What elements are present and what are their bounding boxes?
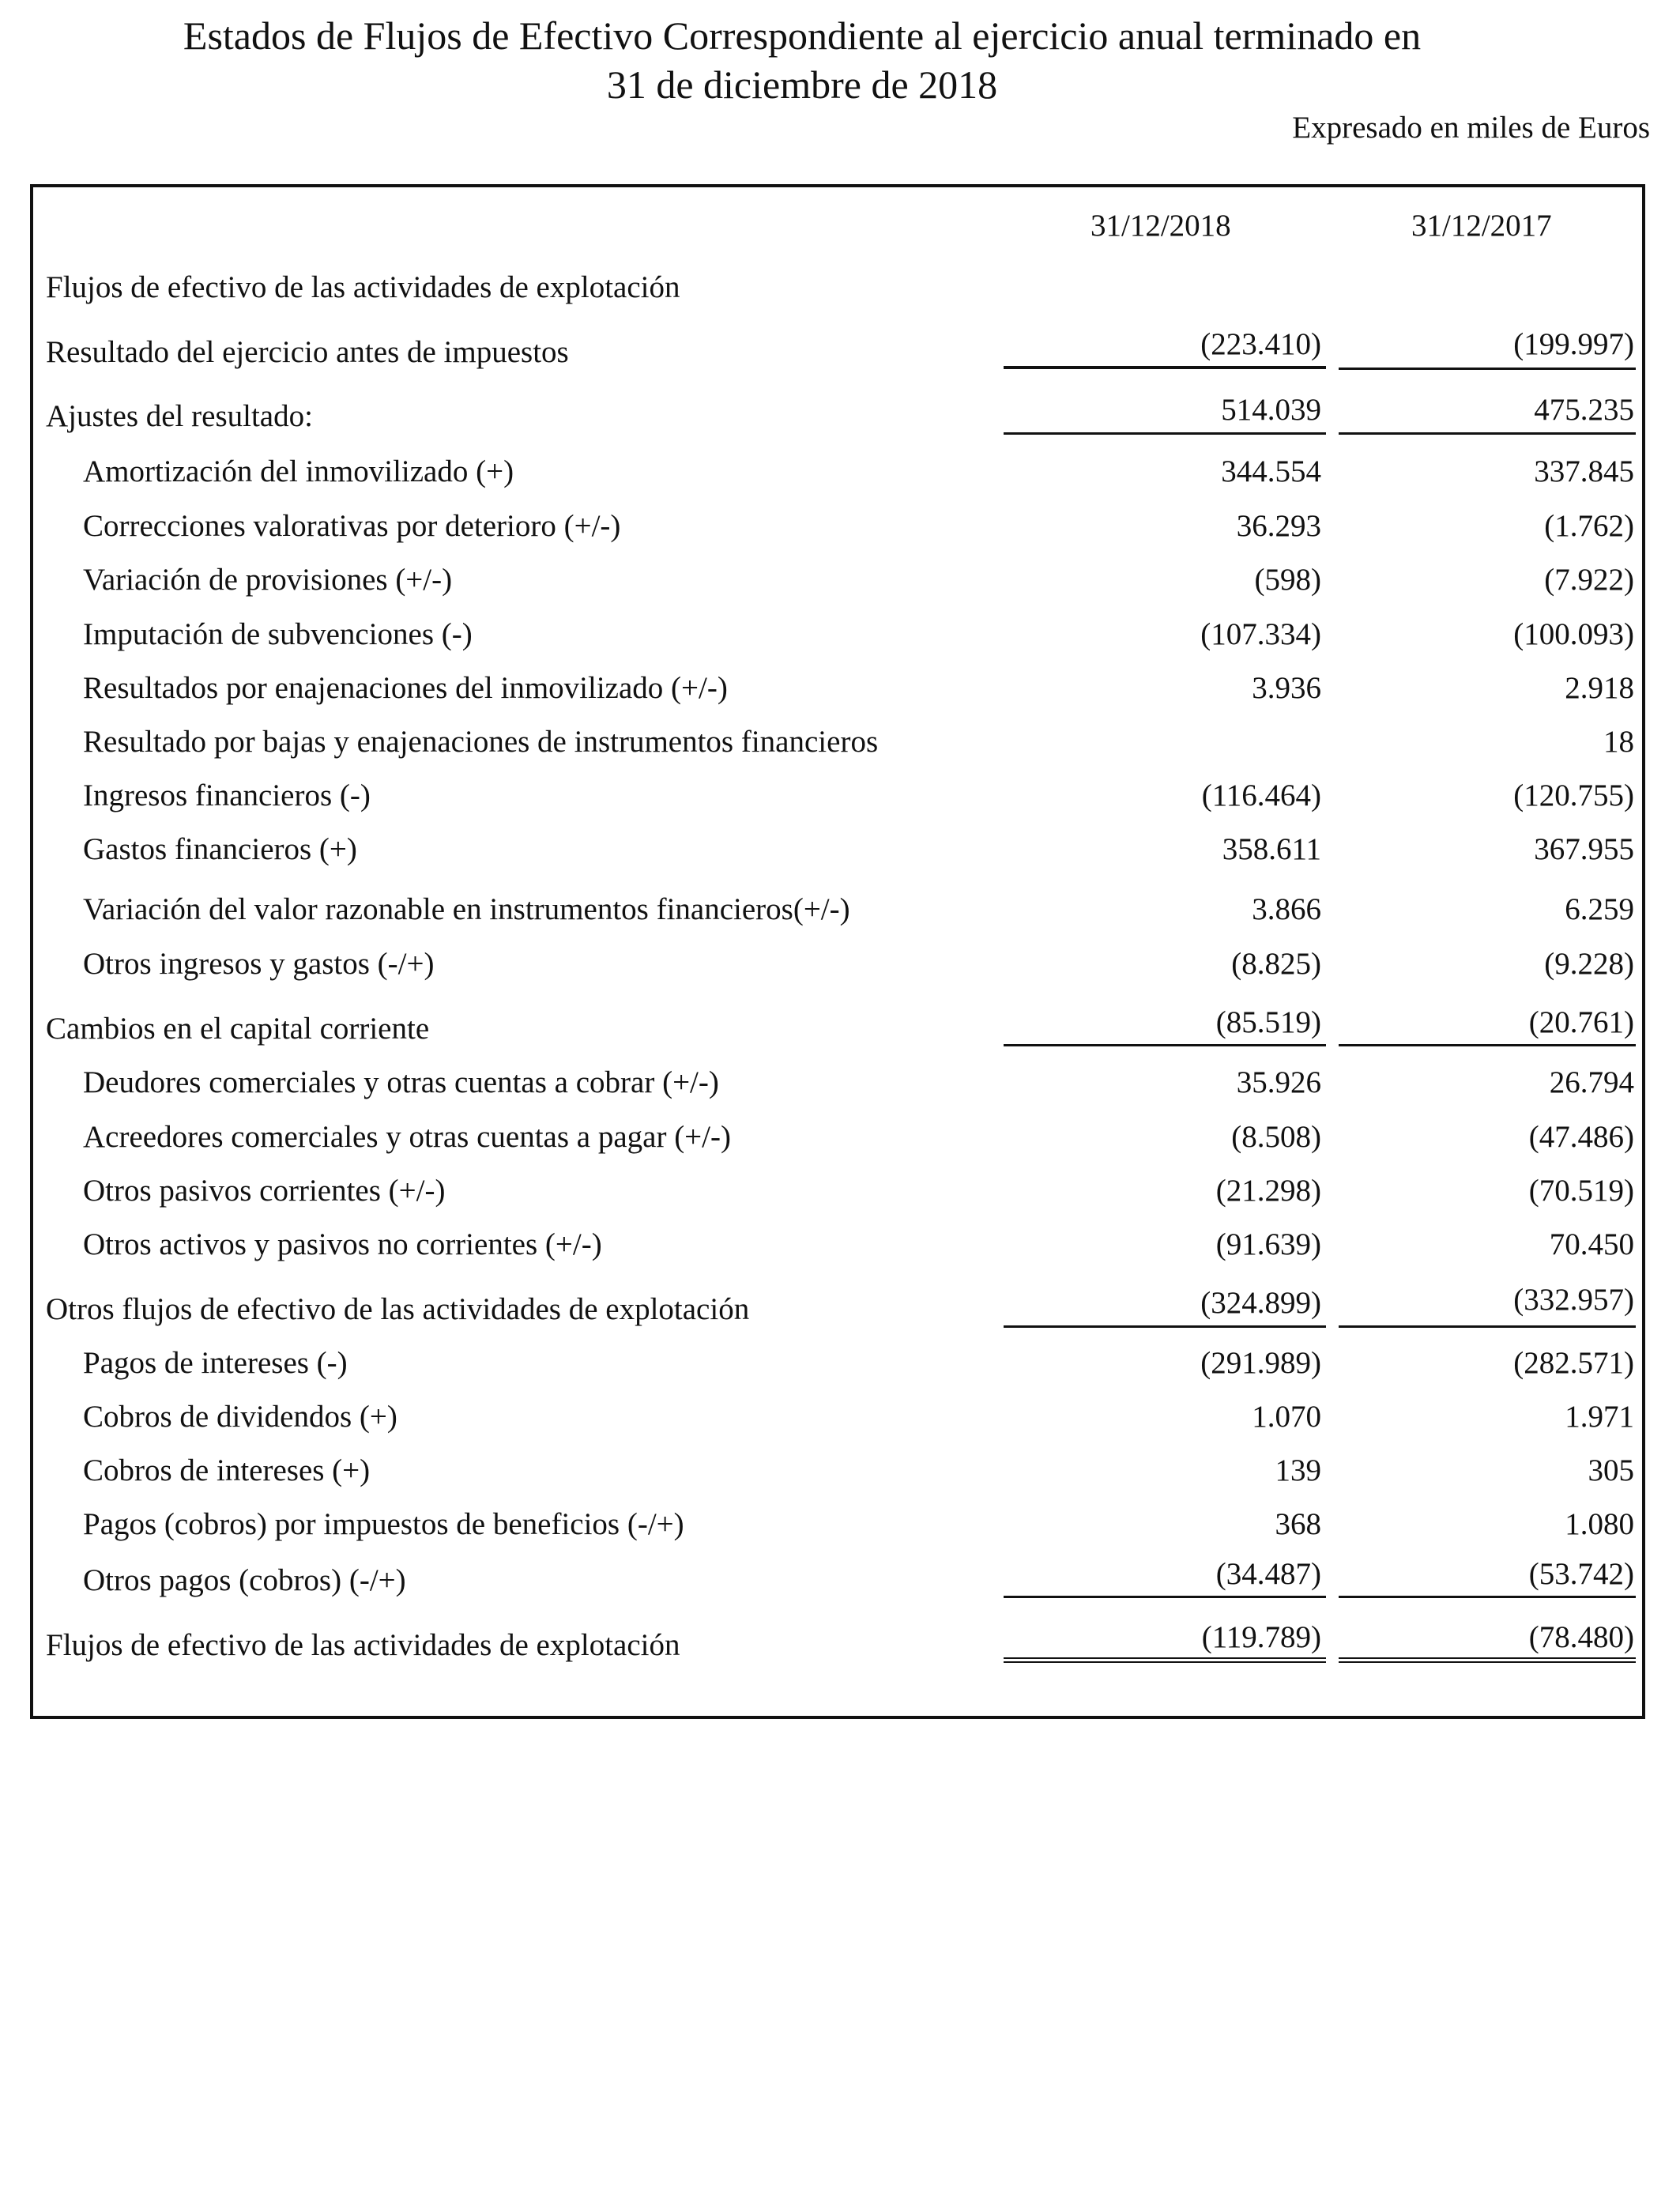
value-2018: 35.926 <box>1236 1065 1321 1099</box>
table-row <box>0 831 1680 870</box>
row-label: Otros activos y pasivos no corrientes (+/-) <box>83 1227 602 1261</box>
row-label: Acreedores comerciales y otras cuentas a pagar (+/-) <box>83 1120 731 1154</box>
row-label: Cobros de dividendos (+) <box>83 1400 397 1434</box>
value-2018: (91.639) <box>1215 1227 1321 1261</box>
row-label: Imputación de subvenciones (-) <box>83 617 473 651</box>
table-row <box>0 453 1680 492</box>
row-label: Ajustes del resultado: <box>46 399 313 433</box>
value-2018: (8.508) <box>1231 1120 1321 1154</box>
value-2018: 3.866 <box>1252 892 1321 926</box>
rule-2017 <box>1339 1044 1636 1046</box>
table-row <box>0 1172 1680 1212</box>
row-label: Pagos (cobros) por impuestos de beneficios (-/+) <box>83 1507 684 1541</box>
rule-2018 <box>1004 366 1326 369</box>
table-row <box>0 269 1680 308</box>
value-2017: (53.742) <box>1528 1557 1634 1591</box>
row-label: Cambios en el capital corriente <box>46 1012 430 1046</box>
table-row <box>0 777 1680 816</box>
value-2017: 18 <box>1603 725 1634 759</box>
row-label: Resultado del ejercicio antes de impuestos <box>46 335 569 369</box>
rule-2018 <box>1004 1044 1326 1046</box>
rule-2017 <box>1339 1325 1636 1328</box>
row-label: Cobros de intereses (+) <box>83 1453 371 1487</box>
double-rule-2018 <box>1004 1657 1326 1663</box>
double-rule-2017 <box>1339 1657 1636 1663</box>
row-label: Otros ingresos y gastos (-/+) <box>83 947 435 981</box>
row-label: Otros pasivos corrientes (+/-) <box>83 1174 446 1208</box>
row-label: Amortización del inmovilizado (+) <box>83 454 514 488</box>
value-2018: 514.039 <box>1221 393 1321 427</box>
row-label: Deudores comerciales y otras cuentas a cobrar (+/-) <box>83 1065 719 1099</box>
rule-2017 <box>1339 368 1636 370</box>
table-row <box>0 1452 1680 1491</box>
document-title <box>0 11 1604 109</box>
value-2017: 1.971 <box>1565 1400 1634 1434</box>
value-2018: (324.899) <box>1200 1286 1321 1320</box>
value-2017: 475.235 <box>1534 393 1634 427</box>
row-label: Otros flujos de efectivo de las actividades de explotación <box>46 1292 750 1326</box>
rule-2018 <box>1004 432 1326 435</box>
table-row <box>0 1398 1680 1438</box>
value-2018: (8.825) <box>1231 947 1321 981</box>
value-2017: (100.093) <box>1513 617 1634 651</box>
value-2017: (1.762) <box>1544 509 1634 543</box>
table-row <box>0 945 1680 985</box>
table-row <box>0 507 1680 547</box>
column-header-2017: 31/12/2017 <box>1411 209 1552 243</box>
value-2018: 36.293 <box>1236 509 1321 543</box>
value-2018: 368 <box>1275 1507 1321 1541</box>
row-label: Variación de provisiones (+/-) <box>83 563 453 597</box>
table-row <box>0 1064 1680 1103</box>
value-2017: (282.571) <box>1513 1346 1634 1380</box>
value-2018: 139 <box>1275 1453 1321 1487</box>
table-row <box>0 1118 1680 1158</box>
value-2018: 344.554 <box>1221 454 1321 488</box>
value-2017: (120.755) <box>1513 778 1634 812</box>
row-label: Flujos de efectivo de las actividades de explotación <box>46 1628 680 1662</box>
currency-unit-note: Expresado en miles de Euros <box>1292 111 1650 145</box>
rule-2018 <box>1004 1325 1326 1328</box>
value-2017: (47.486) <box>1528 1120 1634 1154</box>
value-2018: (116.464) <box>1201 778 1321 812</box>
rule-2018 <box>1004 1596 1326 1598</box>
value-2017: (20.761) <box>1528 1005 1634 1039</box>
row-label: Otros pagos (cobros) (-/+) <box>83 1563 406 1597</box>
table-row <box>0 1344 1680 1384</box>
value-2018: 358.611 <box>1222 832 1321 866</box>
rule-2017 <box>1339 432 1636 435</box>
row-label: Resultados por enajenaciones del inmovilizado (+/-) <box>83 671 728 705</box>
value-2017: (78.480) <box>1528 1620 1634 1654</box>
value-2017: (332.957) <box>1513 1283 1634 1317</box>
value-2018: (291.989) <box>1200 1346 1321 1380</box>
value-2017: 70.450 <box>1549 1227 1634 1261</box>
value-2018: (598) <box>1254 563 1321 597</box>
row-label: Pagos de intereses (-) <box>83 1346 348 1380</box>
value-2017: 367.955 <box>1534 832 1634 866</box>
table-row <box>0 616 1680 655</box>
table-row <box>0 891 1680 930</box>
table-row <box>0 1283 1680 1330</box>
value-2017: (7.922) <box>1544 563 1634 597</box>
value-2018: (223.410) <box>1200 327 1321 361</box>
value-2017: 305 <box>1588 1453 1634 1487</box>
rule-2017 <box>1339 1596 1636 1598</box>
row-label: Flujos de efectivo de las actividades de explotación <box>46 270 680 304</box>
title-line-2: 31 de diciembre de 2018 <box>606 62 998 107</box>
value-2017: 337.845 <box>1534 454 1634 488</box>
table-row <box>0 393 1680 437</box>
value-2018: (85.519) <box>1215 1005 1321 1039</box>
value-2017: (199.997) <box>1513 327 1634 361</box>
row-label: Ingresos financieros (-) <box>83 778 371 812</box>
row-label: Resultado por bajas y enajenaciones de instrumentos financieros <box>83 725 879 759</box>
value-2017: (9.228) <box>1544 947 1634 981</box>
value-2018: 1.070 <box>1252 1400 1321 1434</box>
value-2018: (107.334) <box>1200 617 1321 651</box>
value-2018: (119.789) <box>1201 1620 1321 1654</box>
table-row <box>0 1226 1680 1265</box>
table-row <box>0 723 1680 763</box>
value-2017: (70.519) <box>1528 1174 1634 1208</box>
row-label: Gastos financieros (+) <box>83 832 357 866</box>
title-line-1: Estados de Flujos de Efectivo Correspondiente al ejercicio anual terminado en <box>183 13 1422 58</box>
table-row <box>0 1506 1680 1545</box>
value-2018: (34.487) <box>1215 1557 1321 1591</box>
value-2017: 2.918 <box>1565 671 1634 705</box>
table-row <box>0 561 1680 601</box>
row-label: Variación del valor razonable en instrumentos financieros(+/-) <box>83 892 850 926</box>
row-label: Correcciones valorativas por deterioro (+/-) <box>83 509 621 543</box>
value-2018: 3.936 <box>1252 671 1321 705</box>
value-2017: 6.259 <box>1565 892 1634 926</box>
value-2017: 26.794 <box>1549 1065 1634 1099</box>
value-2018: (21.298) <box>1215 1174 1321 1208</box>
value-2017: 1.080 <box>1565 1507 1634 1541</box>
table-row <box>0 669 1680 709</box>
column-header-2018: 31/12/2018 <box>1090 209 1231 243</box>
